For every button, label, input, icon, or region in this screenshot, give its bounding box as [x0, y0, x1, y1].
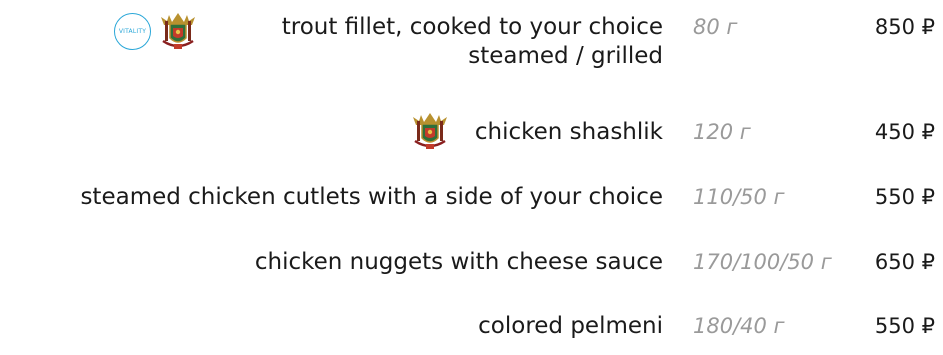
item-price: 850 ₽	[874, 15, 935, 39]
item-weight: 120 г	[693, 120, 751, 144]
coat-of-arms-icon	[411, 111, 449, 151]
item-name: colored pelmeni	[478, 313, 663, 339]
item-price: 450 ₽	[874, 120, 935, 144]
item-price: 550 ₽	[874, 185, 935, 209]
item-name: steamed chicken cutlets with a side of your choice	[80, 184, 663, 210]
coat-of-arms-icon	[159, 11, 197, 51]
item-badges	[114, 11, 197, 51]
item-price: 650 ₽	[874, 250, 935, 274]
item-weight: 80 г	[693, 15, 738, 39]
item-name	[282, 13, 663, 71]
item-badges	[411, 111, 449, 151]
vitality-label: VITALITY	[118, 27, 147, 35]
item-title: trout fillet, cooked to your choice	[281, 14, 663, 40]
item-weight: 180/40 г	[693, 314, 785, 338]
item-name: chicken nuggets with cheese sauce	[254, 249, 663, 275]
vitality-icon	[114, 13, 151, 50]
item-name: chicken shashlik	[474, 119, 663, 145]
item-subtitle: steamed / grilled	[468, 43, 663, 69]
item-weight: 110/50 г	[693, 185, 785, 209]
item-price: 550 ₽	[874, 314, 935, 338]
item-weight: 170/100/50 г	[693, 250, 832, 274]
